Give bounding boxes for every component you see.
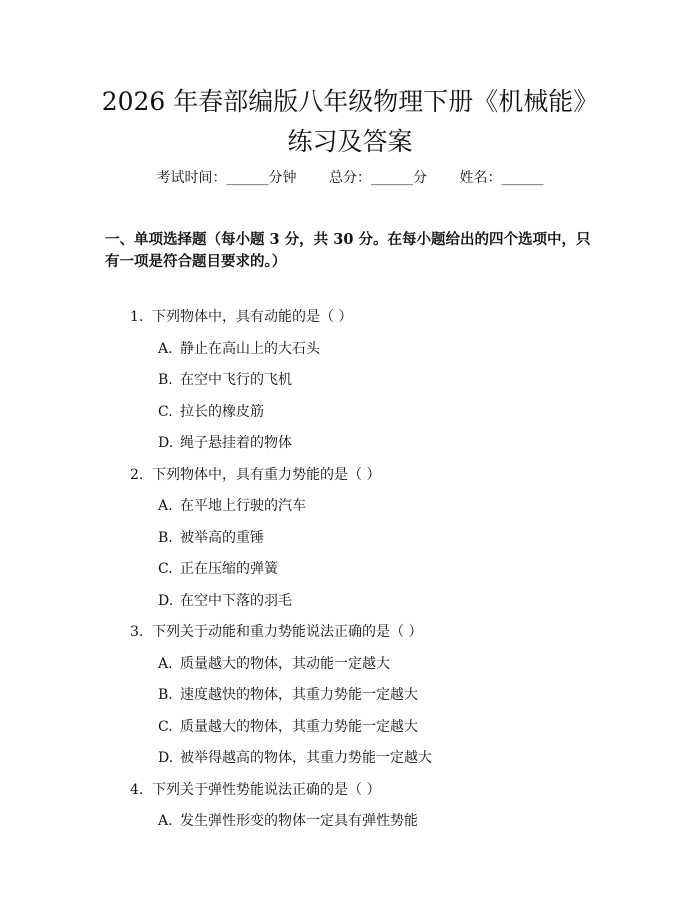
option-text: 速度越快的物体，其重力势能一定越大 — [180, 687, 418, 703]
option-a — [130, 496, 610, 516]
option-letter: A. — [158, 340, 173, 357]
option-a — [130, 654, 610, 674]
question-number: 3. — [130, 624, 144, 640]
option-letter: C. — [158, 718, 173, 735]
exam-time-field: 考试时间：______分钟 — [156, 170, 297, 186]
option-text: 绳子悬挂着的物体 — [180, 435, 292, 451]
option-letter: D. — [158, 592, 174, 609]
option-d — [130, 748, 610, 768]
option-c — [130, 559, 610, 579]
option-c — [130, 717, 610, 737]
option-c — [130, 402, 610, 422]
option-letter: B. — [158, 687, 173, 703]
question-stem — [130, 307, 610, 327]
student-name-field: 姓名：______ — [459, 170, 544, 186]
question-number: 1. — [130, 309, 144, 325]
question-4 — [130, 780, 610, 832]
question-text: 下列关于动能和重力势能说法正确的是（ ） — [152, 624, 423, 640]
option-d — [130, 433, 610, 453]
section-heading: 一、单项选择题（每小题 3 分，共 30 分。在每小题给出的四个选项中，只有一项是符合题目要求的。） — [105, 231, 591, 270]
title-line-2: 练习及答案 — [287, 127, 413, 156]
question-stem — [130, 465, 610, 485]
option-text: 被举得越高的物体，其重力势能一定越大 — [180, 750, 432, 766]
option-d — [130, 591, 610, 611]
total-score-field: 总分：______分 — [329, 170, 427, 186]
option-text: 在空中下落的羽毛 — [180, 592, 292, 609]
document-title — [60, 82, 640, 162]
option-text: 发生弹性形变的物体一定具有弹性势能 — [180, 813, 418, 829]
question-text: 下列物体中，具有动能的是（ ） — [152, 309, 353, 325]
option-b — [130, 685, 610, 705]
option-text: 质量越大的物体，其动能一定越大 — [180, 655, 390, 672]
question-stem — [130, 622, 610, 642]
option-letter: C. — [158, 403, 173, 420]
option-text: 拉长的橡皮筋 — [180, 403, 264, 420]
question-stem — [130, 780, 610, 800]
exam-info-line — [0, 168, 700, 188]
option-letter: D. — [158, 435, 174, 451]
question-list — [130, 307, 610, 843]
option-b — [130, 528, 610, 548]
question-2 — [130, 465, 610, 611]
option-letter: D. — [158, 750, 174, 766]
option-text: 被举高的重锤 — [180, 529, 264, 546]
option-text: 在平地上行驶的汽车 — [180, 498, 306, 514]
question-text: 下列关于弹性势能说法正确的是（ ） — [152, 781, 381, 798]
option-letter: A. — [158, 813, 173, 829]
question-number: 4. — [130, 781, 144, 798]
option-a — [130, 339, 610, 359]
option-text: 正在压缩的弹簧 — [180, 561, 278, 577]
title-line-1: 2026 年春部编版八年级物理下册《机械能》 — [101, 87, 599, 116]
option-letter: A. — [158, 655, 173, 672]
option-letter: B. — [158, 529, 173, 546]
option-a — [130, 811, 610, 831]
option-text: 质量越大的物体，其重力势能一定越大 — [180, 718, 418, 735]
question-number: 2. — [130, 466, 144, 483]
option-letter: B. — [158, 372, 173, 388]
option-letter: C. — [158, 561, 173, 577]
option-text: 在空中飞行的飞机 — [180, 372, 292, 388]
option-letter: A. — [158, 498, 173, 514]
question-text: 下列物体中，具有重力势能的是（ ） — [152, 466, 381, 483]
option-text: 静止在高山上的大石头 — [180, 340, 320, 357]
option-b — [130, 370, 610, 390]
question-3 — [130, 622, 610, 768]
question-1 — [130, 307, 610, 453]
